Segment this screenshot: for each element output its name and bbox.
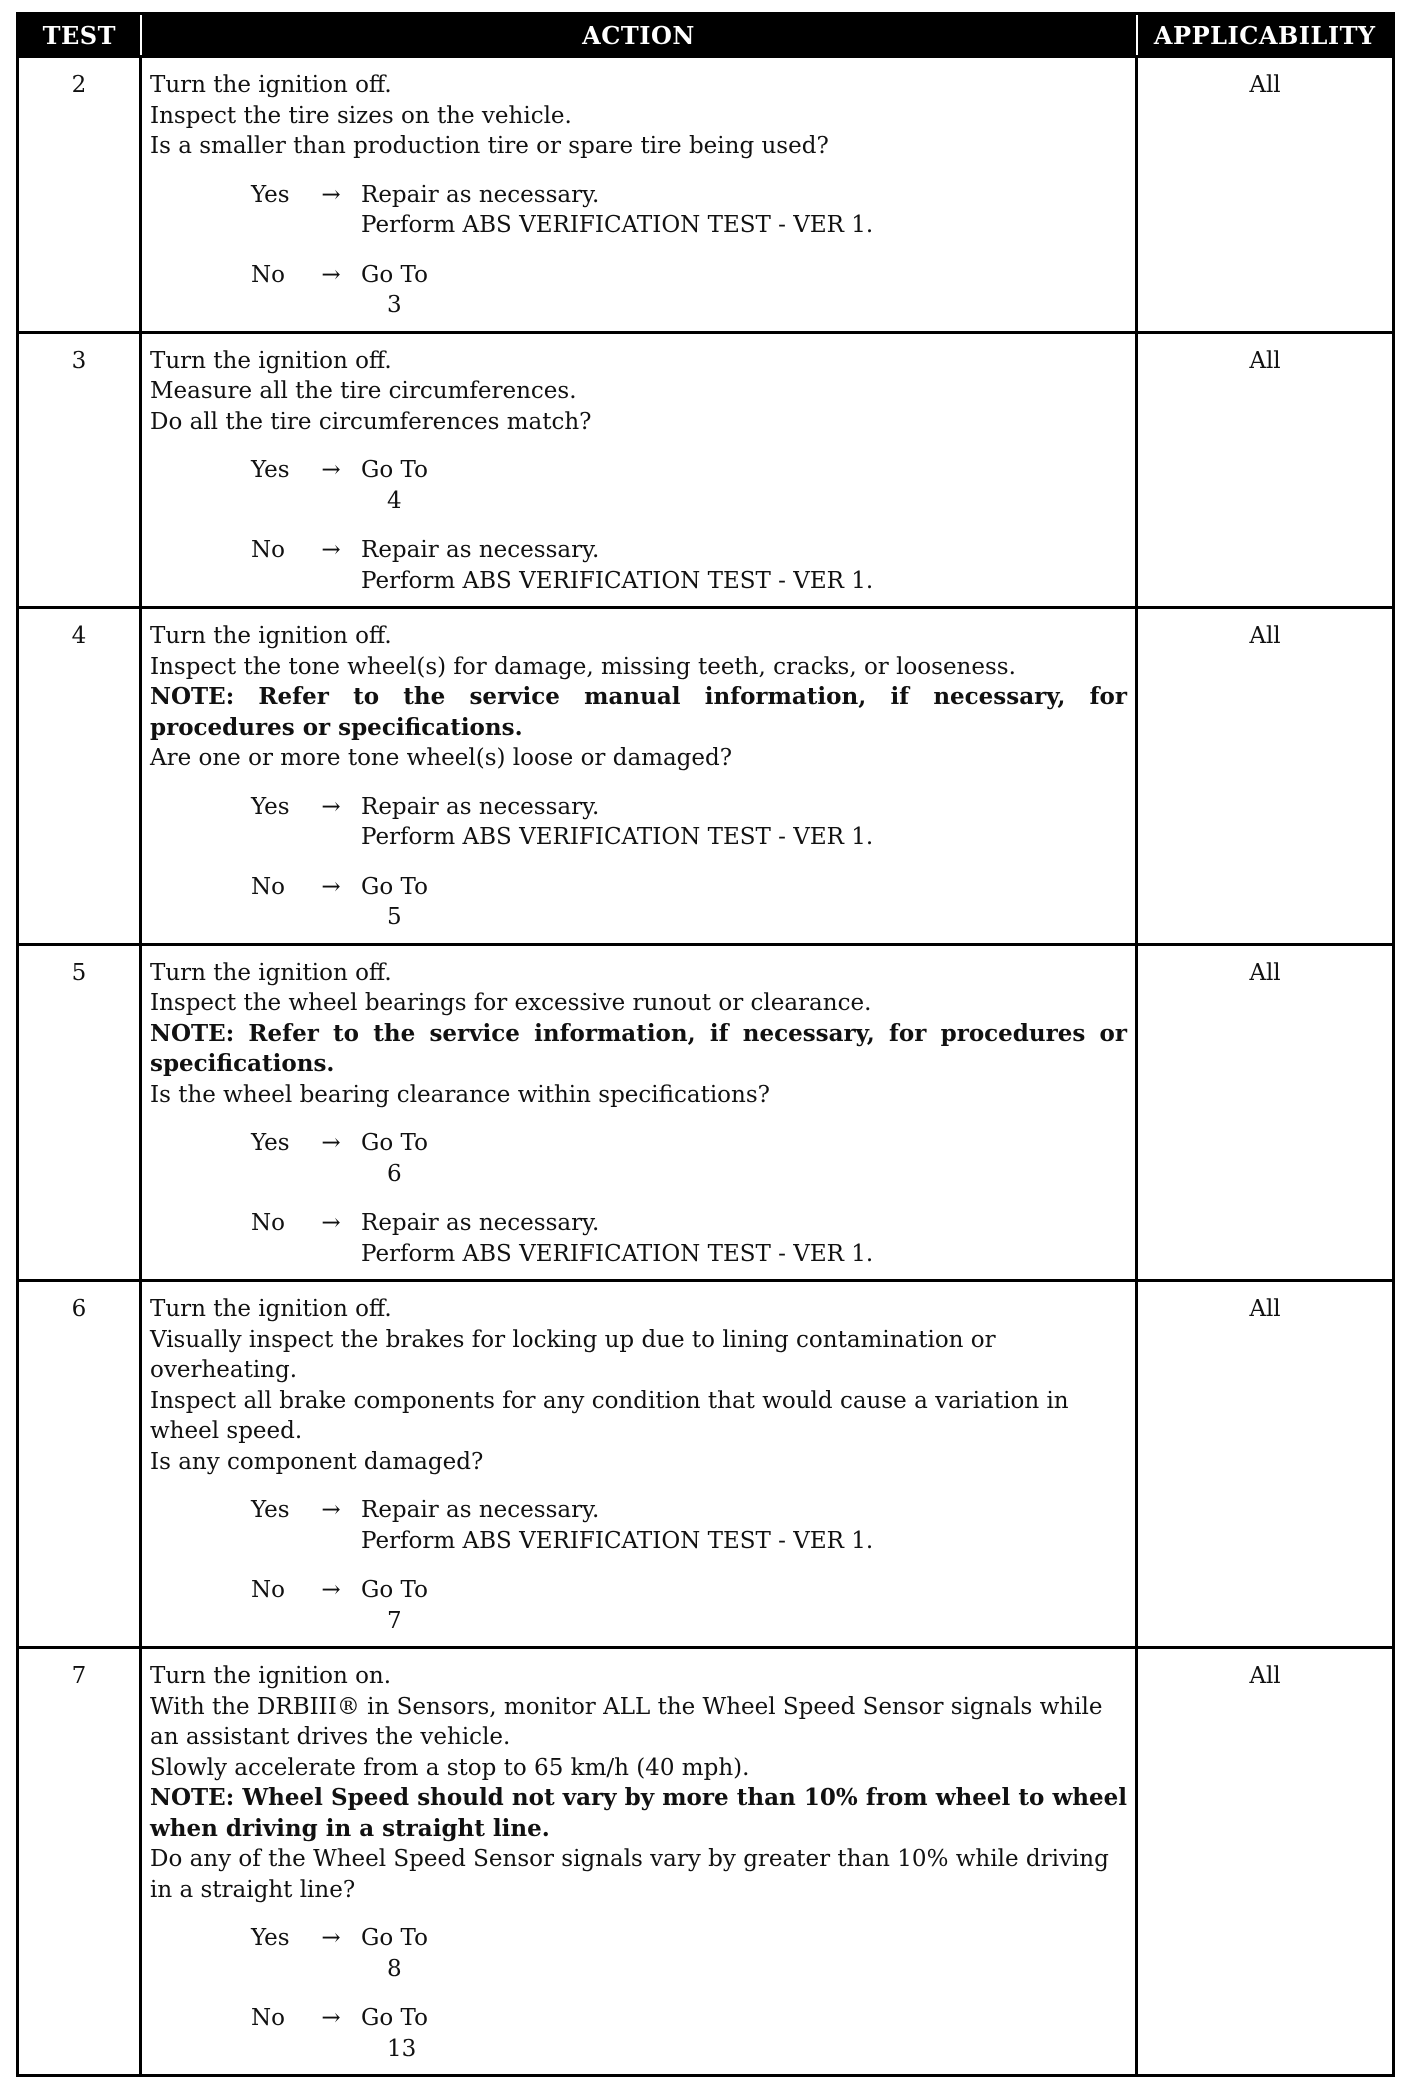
- arrow-icon: →: [321, 457, 341, 483]
- action-cell: [141, 944, 1137, 1281]
- answer-result: Perform ABS VERIFICATION TEST - VER 1.: [361, 824, 874, 850]
- answer-label: Yes: [251, 1925, 290, 1951]
- answer-label: No: [251, 261, 285, 288]
- test-number: 7: [18, 1648, 141, 2076]
- answer-label: No: [251, 873, 285, 900]
- test-number: 3: [18, 332, 141, 608]
- goto-text: Go To: [361, 1130, 428, 1156]
- yes-answer: [251, 1923, 1127, 1984]
- action-cell: [141, 1281, 1137, 1648]
- yes-answer: [251, 1495, 1127, 1556]
- goto-number: 13: [387, 2035, 417, 2062]
- action-line: Is a smaller than production tire or spare tire being used?: [150, 133, 829, 159]
- applicability-cell: All: [1137, 608, 1394, 945]
- answer-label: No: [251, 1577, 285, 1603]
- answer-result: Repair as necessary.: [361, 181, 600, 208]
- arrow-icon: →: [321, 1925, 341, 1951]
- question-text: Do any of the Wheel Speed Sensor signals vary by greater than 10% while driving in a straight line?: [150, 1846, 1109, 1903]
- answer-result: Repair as necessary.: [361, 1210, 600, 1236]
- goto-text: Go To: [361, 261, 428, 288]
- table-row: [18, 944, 1394, 1281]
- action-line: Turn the ignition off.: [150, 72, 392, 98]
- header-test: TEST: [18, 14, 141, 57]
- action-line: Slowly accelerate from a stop to 65 km/h (40 mph).: [150, 1754, 750, 1781]
- arrow-icon: →: [321, 1210, 341, 1236]
- goto-number: 7: [387, 1607, 402, 1634]
- action-line: Inspect the wheel bearings for excessive runout or clearance.: [150, 990, 872, 1016]
- diagnostic-table: [16, 12, 1395, 2077]
- answer-result: Perform ABS VERIFICATION TEST - VER 1.: [361, 567, 874, 594]
- applicability-cell: All: [1137, 944, 1394, 1281]
- applicability-cell: All: [1137, 1648, 1394, 2076]
- test-number: 4: [18, 608, 141, 945]
- answer-label: No: [251, 537, 285, 563]
- action-line: Inspect the tone wheel(s) for damage, missing teeth, cracks, or looseness.: [150, 653, 1016, 680]
- answer-label: Yes: [251, 181, 290, 208]
- question-text: Are one or more tone wheel(s) loose or damaged?: [150, 745, 733, 771]
- arrow-icon: →: [321, 181, 341, 208]
- answer-label: Yes: [251, 1130, 290, 1156]
- arrow-icon: →: [321, 1577, 341, 1603]
- header-action: ACTION: [141, 14, 1137, 57]
- arrow-icon: →: [321, 261, 341, 288]
- goto-number: 6: [387, 1160, 402, 1187]
- applicability-cell: All: [1137, 57, 1394, 333]
- table-row: [18, 57, 1394, 333]
- applicability-cell: All: [1137, 332, 1394, 608]
- test-number: 6: [18, 1281, 141, 1648]
- note-text: NOTE: Refer to the service manual information, if necessary, for procedures or specifications.: [150, 683, 1127, 741]
- note-text: NOTE: Wheel Speed should not vary by more than 10% from wheel to wheel when driving in a straight line.: [150, 1784, 1127, 1842]
- answer-label: No: [251, 2005, 285, 2031]
- no-answer: [251, 2003, 1127, 2064]
- action-line: Turn the ignition off.: [150, 1296, 392, 1322]
- answer-label: Yes: [251, 1497, 290, 1523]
- goto-text: Go To: [361, 1577, 428, 1603]
- action-line: Is any component damaged?: [150, 1448, 484, 1475]
- table-header-row: [18, 14, 1394, 57]
- answer-result: Repair as necessary.: [361, 793, 600, 820]
- goto-text: Go To: [361, 1925, 428, 1951]
- arrow-icon: →: [321, 873, 341, 900]
- goto-number: 5: [387, 904, 402, 930]
- note-text: NOTE: Refer to the service information, if necessary, for procedures or specifications.: [150, 1019, 1127, 1077]
- applicability-cell: All: [1137, 1281, 1394, 1648]
- table-row: [18, 608, 1394, 945]
- action-line: Inspect the tire sizes on the vehicle.: [150, 102, 572, 129]
- answer-label: Yes: [251, 793, 290, 820]
- goto-number: 8: [387, 1955, 402, 1982]
- action-line: Turn the ignition off.: [150, 623, 392, 649]
- yes-answer: [251, 1128, 1127, 1189]
- yes-answer: [251, 792, 1127, 853]
- action-line: Turn the ignition off.: [150, 347, 392, 374]
- test-number: 2: [18, 57, 141, 333]
- no-answer: [251, 1575, 1127, 1636]
- arrow-icon: →: [321, 793, 341, 820]
- answer-result: Repair as necessary.: [361, 537, 600, 563]
- action-line: With the DRBIII® in Sensors, monitor ALL the Wheel Speed Sensor signals while an assistant drives the vehicle.: [150, 1693, 1103, 1750]
- answer-result: Perform ABS VERIFICATION TEST - VER 1.: [361, 1527, 874, 1554]
- action-cell: [141, 57, 1137, 333]
- goto-text: Go To: [361, 873, 428, 900]
- no-answer: [251, 535, 1127, 596]
- answer-label: Yes: [251, 457, 290, 483]
- test-number: 5: [18, 944, 141, 1281]
- action-line: Turn the ignition on.: [150, 1663, 392, 1689]
- action-line: Visually inspect the brakes for locking up due to lining contamination or overheating.: [150, 1326, 996, 1383]
- no-answer: [251, 1208, 1127, 1269]
- action-line: Turn the ignition off.: [150, 959, 392, 986]
- action-cell: [141, 332, 1137, 608]
- goto-number: 4: [387, 487, 402, 514]
- action-line: Inspect all brake components for any condition that would cause a variation in wheel speed.: [150, 1387, 1069, 1444]
- table-row: [18, 1648, 1394, 2076]
- table-row: [18, 332, 1394, 608]
- action-line: Do all the tire circumferences match?: [150, 408, 592, 435]
- question-text: Is the wheel bearing clearance within specifications?: [150, 1081, 770, 1108]
- arrow-icon: →: [321, 537, 341, 563]
- table-row: [18, 1281, 1394, 1648]
- goto-number: 3: [387, 292, 402, 318]
- answer-result: Repair as necessary.: [361, 1497, 600, 1523]
- action-line: Measure all the tire circumferences.: [150, 378, 577, 404]
- goto-text: Go To: [361, 2005, 428, 2031]
- header-applicability: APPLICABILITY: [1137, 14, 1394, 57]
- action-cell: [141, 1648, 1137, 2076]
- yes-answer: [251, 180, 1127, 241]
- answer-label: No: [251, 1210, 285, 1236]
- yes-answer: [251, 455, 1127, 516]
- no-answer: [251, 872, 1127, 933]
- arrow-icon: →: [321, 1497, 341, 1523]
- goto-text: Go To: [361, 457, 428, 483]
- answer-result: Perform ABS VERIFICATION TEST - VER 1.: [361, 1240, 874, 1267]
- arrow-icon: →: [321, 2005, 341, 2031]
- no-answer: [251, 260, 1127, 321]
- arrow-icon: →: [321, 1130, 341, 1156]
- answer-result: Perform ABS VERIFICATION TEST - VER 1.: [361, 212, 874, 238]
- action-cell: [141, 608, 1137, 945]
